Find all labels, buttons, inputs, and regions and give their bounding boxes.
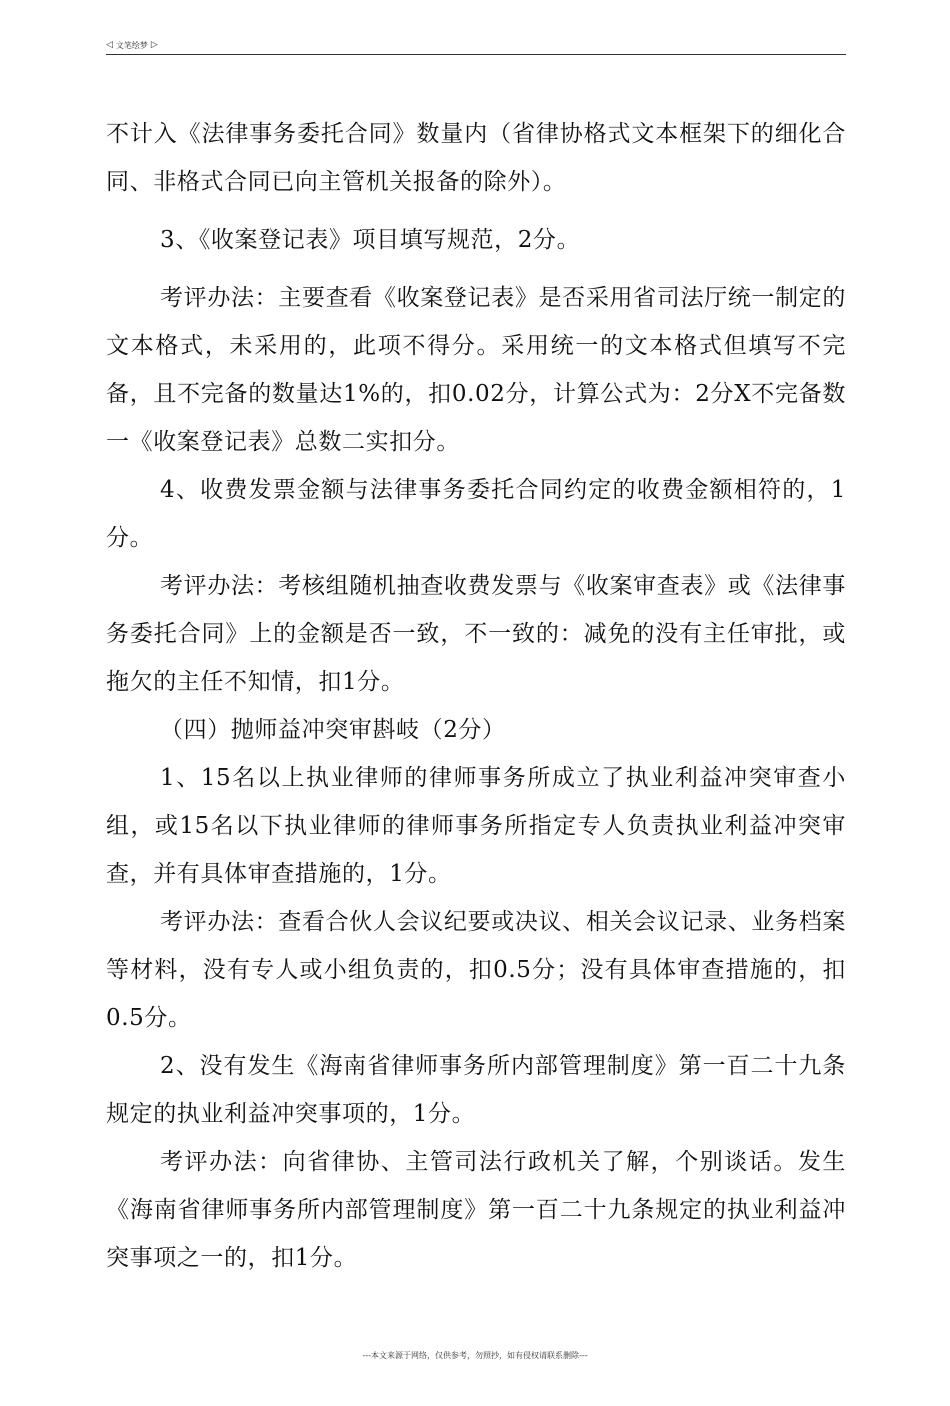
right-triangle-icon: ▷ bbox=[150, 40, 158, 50]
section-4-item-1: 1、15名以上执业律师的律师事务所成立了执业利益冲突审查小组，或15名以下执业律师的律师事务所指定专人负责执业利益冲突审查，并有具体审查措施的，1分。 bbox=[106, 765, 846, 887]
item-4-heading: 4、收费发票金额与法律事务委托合同约定的收费金额相符的，1分。 bbox=[106, 477, 846, 551]
page-footer: ---本文来源于网络，仅供参考，勿照抄，如有侵权请联系删除--- bbox=[362, 1351, 588, 1360]
section-4-item-2-evaluation: 考评办法：向省律协、主管司法行政机关了解，个别谈话。发生《海南省律师事务所内部管理制度》第一百二十九条规定的执业利益冲突事项之一的，扣1分。 bbox=[106, 1149, 846, 1271]
header-title: 文笔绘梦 bbox=[115, 41, 148, 50]
section-4-item-2: 2、没有发生《海南省律师事务所内部管理制度》第一百二十九条规定的执业利益冲突事项的，1分。 bbox=[106, 1053, 846, 1127]
paragraph-continuation: 不计入《法律事务委托合同》数量内（省律协格式文本框架下的细化合同、非格式合同已向主管机关报备的除外）。 bbox=[106, 121, 846, 195]
document-body bbox=[106, 110, 846, 1282]
item-3-heading: 3、《收案登记表》项目填写规范，2分。 bbox=[160, 227, 581, 253]
page-header bbox=[106, 40, 846, 55]
left-triangle-icon: ◁ bbox=[106, 40, 113, 50]
item-3-evaluation: 考评办法：主要查看《收案登记表》是否采用省司法厅统一制定的文本格式，未采用的，此项不得分。采用统一的文本格式但填写不完备，且不完备的数量达1%的，扣0.02分，计算公式为：2分X不完备数一《收案登记表》总数二实扣分。 bbox=[106, 285, 846, 455]
item-4-evaluation: 考评办法：考核组随机抽查收费发票与《收案审查表》或《法律事务委托合同》上的金额是否一致，不一致的：减免的没有主任审批，或拖欠的主任不知情，扣1分。 bbox=[106, 573, 846, 695]
section-4-item-1-evaluation: 考评办法：查看合伙人会议纪要或决议、相关会议记录、业务档案等材料，没有专人或小组负责的，扣0.5分；没有具体审查措施的，扣0.5分。 bbox=[106, 909, 846, 1031]
section-4-heading: （四）抛师益冲突审斟岐（2分） bbox=[160, 717, 506, 743]
